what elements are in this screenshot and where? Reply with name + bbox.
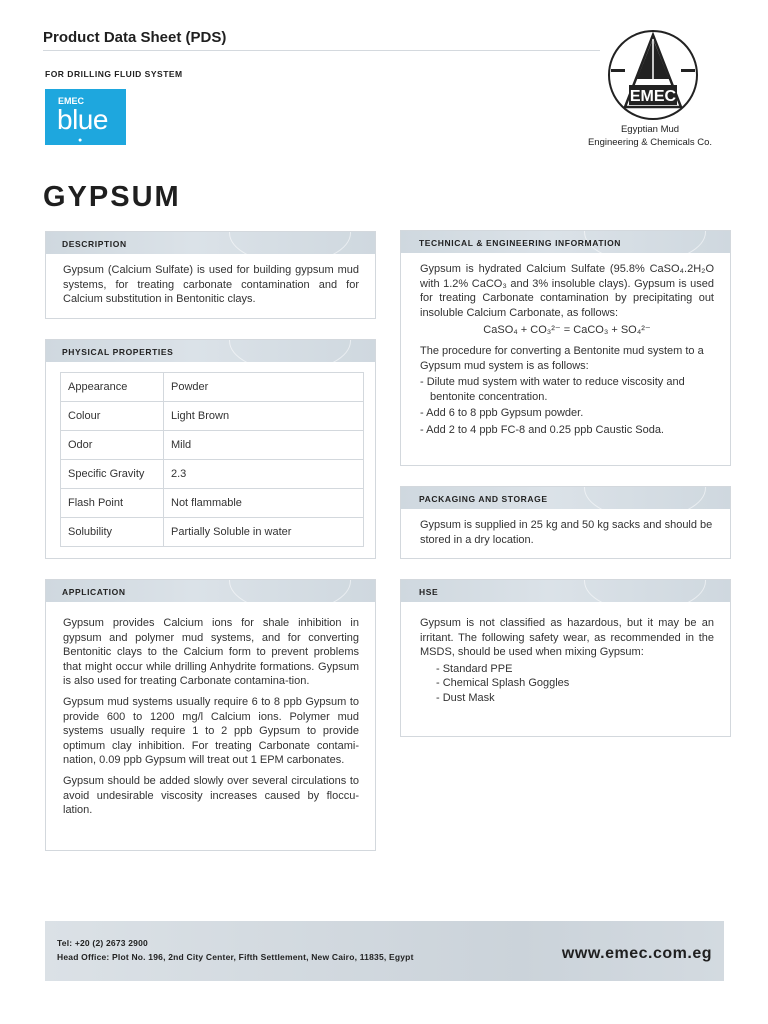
company-name: Egyptian Mud Engineering & Chemicals Co.	[587, 124, 713, 148]
table-row: Flash Point Not flammable	[61, 489, 364, 518]
divider	[43, 50, 600, 51]
svg-text:EMEC: EMEC	[629, 88, 677, 105]
application-header: APPLICATION	[46, 580, 375, 602]
reaction-equation: CaSO₄ + CO₃²⁻ = CaCO₃ + SO₄²⁻	[483, 324, 651, 337]
system-label: FOR DRILLING FLUID SYSTEM	[45, 69, 183, 79]
procedure-list	[420, 375, 714, 437]
technical-header: TECHNICAL & ENGINEERING INFORMATION	[401, 231, 730, 253]
footer-address: Head Office: Plot No. 196, 2nd City Center, Fifth Settlement, New Cairo, 11835, Egypt	[57, 952, 414, 962]
list-item: - Dust Mask	[436, 691, 495, 704]
safety-list	[420, 662, 714, 706]
list-item: - Add 2 to 4 ppb FC-8 and 0.25 ppb Caustic Soda.	[420, 423, 664, 436]
packaging-box	[400, 486, 731, 559]
product-name: GYPSUM	[43, 181, 181, 213]
application-paragraph: Gypsum mud systems usually require 6 to 8 ppb Gypsum to provide 600 to 1200 mg/l Calcium ions. Polymer mud systems usually require 1 to 2 ppb Gypsum to provide optimum clay inhibition. For treating Carbonate contami-nation, 0.09 ppb Gypsum will treat out 1 EPM carbonates.	[63, 695, 359, 767]
footer	[45, 921, 724, 981]
emec-blue-logo	[45, 89, 126, 145]
technical-box	[400, 230, 731, 466]
emec-emblem-logo	[607, 29, 699, 121]
table-row: Appearance Powder	[61, 373, 364, 402]
website-link[interactable]: www.emec.com.eg	[561, 945, 712, 962]
list-item: - Standard PPE	[436, 662, 513, 675]
application-box	[45, 579, 376, 851]
physical-properties-header: PHYSICAL PROPERTIES	[46, 340, 375, 362]
list-item: - Add 6 to 8 ppb Gypsum powder.	[420, 407, 584, 420]
description-text: Gypsum (Calcium Sulfate) is used for building gypsum mud systems, for treating carbonate contamination and for Calcium substitution in Bentonitic clays.	[63, 264, 359, 306]
table-row: Specific Gravity 2.3	[61, 460, 364, 489]
hse-text: Gypsum is not classified as hazardous, but it may be an irritant. The following safety wear, as recommended in the MSDS, should be used when mixing Gypsum:	[420, 617, 714, 659]
hse-header: HSE	[401, 580, 730, 602]
table-row: Colour Light Brown	[61, 402, 364, 431]
footer-tel: Tel: +20 (2) 2673 2900	[57, 938, 148, 948]
properties-table	[60, 372, 364, 547]
technical-paragraph: The procedure for converting a Bentonite mud system to a Gypsum mud system is as follows:	[420, 344, 704, 372]
physical-properties-box	[45, 339, 376, 559]
application-paragraph: Gypsum provides Calcium ions for shale inhibition in gypsum and polymer mud systems, and for converting Bentonitic clays to the Calcium form to prevent problems that might occur while drilling Anhydrite formations. Gypsum is also used for treating Carbonate contamina-tion.	[63, 617, 359, 688]
packaging-text: Gypsum is supplied in 25 kg and 50 kg sacks and should be stored in a dry location.	[420, 519, 713, 546]
application-paragraph: Gypsum should be added slowly over several circulations to avoid undesirable viscosity increases caused by floccu-lation.	[63, 774, 359, 817]
brand-big: blue	[57, 104, 108, 135]
brand-small: EMEC	[58, 96, 85, 106]
page-title: Product Data Sheet (PDS)	[43, 29, 227, 46]
table-row: Odor Mild	[61, 431, 364, 460]
description-box	[45, 231, 376, 319]
list-item: - Chemical Splash Goggles	[436, 677, 570, 690]
technical-paragraph: Gypsum is hydrated Calcium Sulfate (95.8% CaSO₄.2H₂O with 1.2% CaCO₃ and 3% insoluble clays). Gypsum is used for treating Carbonate contamination by precipitating out insoluble Calcium Carbonate, as follows:	[420, 263, 714, 319]
drop-icon: ●	[78, 137, 83, 144]
list-item: - Dilute mud system with water to reduce viscosity and bentonite concentration.	[420, 376, 685, 403]
packaging-header: PACKAGING AND STORAGE	[401, 487, 730, 509]
table-row: Solubility Partially Soluble in water	[61, 518, 364, 547]
description-header: DESCRIPTION	[46, 232, 375, 254]
hse-box	[400, 579, 731, 737]
